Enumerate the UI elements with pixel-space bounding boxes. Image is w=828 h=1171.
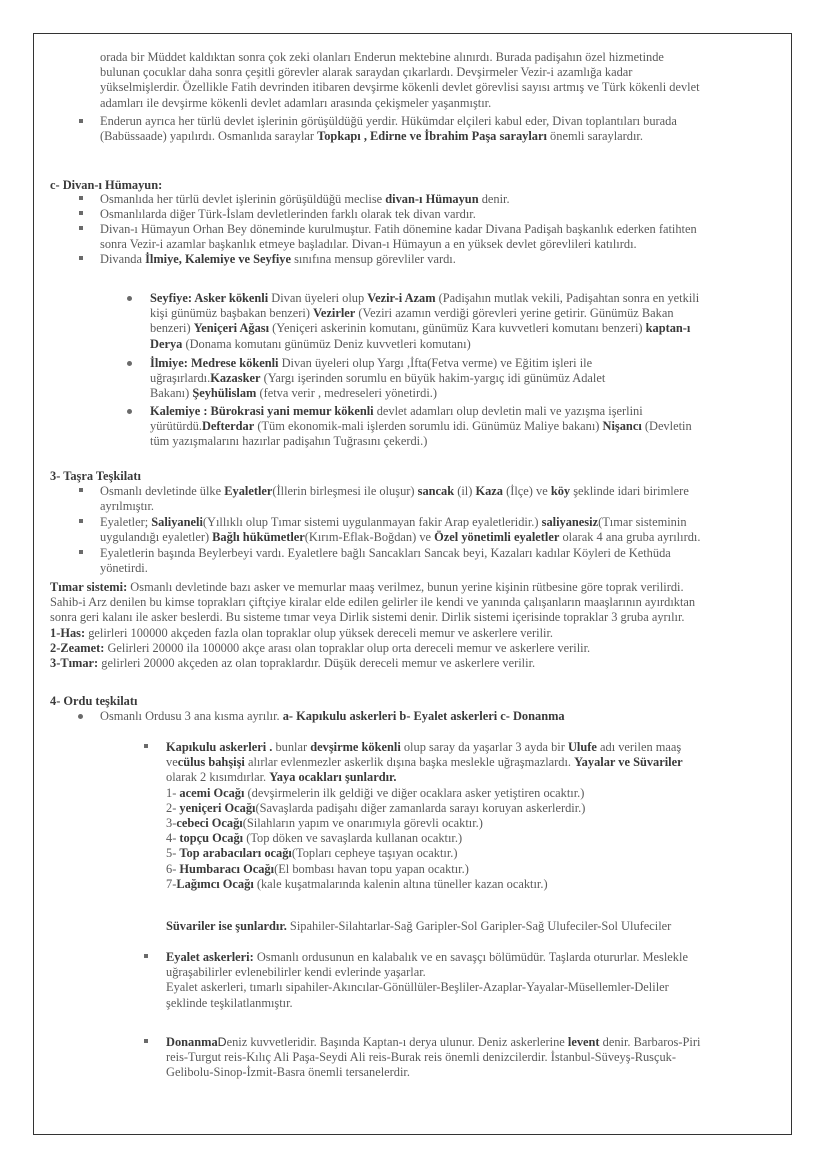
text-line: şeklinde teşkilatlanmıştır. (166, 995, 293, 1010)
text-line (150, 356, 605, 371)
tasra-bullet-2 (100, 515, 700, 545)
bold-text: 2-Zeamet: (50, 640, 105, 655)
text: 4- (166, 831, 180, 846)
text: (Savaşlarda padişahı diğer zamanlarda sarayı koruyan askerlerdir.) (255, 800, 586, 815)
bold-text: Eyalet askerleri: (166, 950, 254, 964)
text: olarak 2 kısımdırlar. (166, 770, 270, 785)
bold-text: levent (567, 1035, 600, 1049)
section-heading-divan: c- Divan-ı Hümayun: (50, 178, 163, 192)
round-bullet-icon (127, 361, 132, 366)
text: Sipahiler-Silahtarlar-Sağ Garipler-Sol Garipler-Sağ Ulufeciler-Sol Ulufeciler (286, 919, 672, 933)
ocak-item (166, 862, 683, 877)
bold-text: 1-Has: (50, 625, 86, 640)
text: Osmanlı devletinde bazı asker ve memurlar maaş verilmez, bunun yerine kişinin rütbesine göre toprak verilirdi. (127, 580, 684, 594)
kalemiye-item (150, 404, 692, 450)
text: denir. Barbaros-Piri (599, 1035, 701, 1049)
text-line (150, 306, 699, 321)
text-line (150, 419, 692, 434)
text-line (100, 530, 700, 545)
text-line: Eyaletlerin başında Beylerbeyi vardı. Eyaletlere bağlı Sancakları Sancak beyi, Kazaları kadılar Köyleri de Kethüda (100, 546, 671, 560)
text: olup saray da yaşarlar 3 ayda bir (400, 740, 568, 754)
ocak-item (166, 846, 683, 861)
donanma-item (166, 1035, 700, 1081)
text: Osmanlıda her türlü devlet işlerinin görüşüldüğü meclise (100, 192, 386, 206)
text: 3- (166, 816, 177, 831)
ocak-item (166, 786, 683, 801)
text-line (150, 371, 605, 386)
text: (Donama komutanı günümüz Deniz kuvvetleri komutanı) (182, 336, 471, 351)
square-bullet-icon (144, 1039, 148, 1043)
tasra-bullet-1 (100, 484, 689, 514)
text-line: adamları ile devşirme kökenli devlet adamları arasında çekişmeler yaşanmıştır. (100, 95, 492, 110)
tasra-bullet-3 (100, 546, 671, 576)
text: (kale kuşatmalarında kalenin altına tüneller kazan ocaktır.) (253, 876, 548, 891)
text-line (166, 740, 683, 755)
text: gelirleri 20000 akçeden az olan topraklardır. Düşük dereceli memur ve askerlere verilir. (98, 656, 536, 671)
text-line: sonra Vezir-i azamlar başkanlık etmeye başladılar. Divan-ı Hümayun a en yüksek devlet görevlileri katılırdı. (100, 237, 637, 252)
bold-text: cülus bahşişi (177, 755, 245, 770)
ilmiye-item (150, 356, 605, 402)
text: (İllerin birleşmesi ile oluşur) (272, 484, 418, 498)
bold-text: Nişancı (602, 419, 642, 434)
bold-text: Top arabacıları ocağı (179, 846, 292, 861)
text: 2- (166, 800, 180, 815)
text-line: reis-Turgut reis-Kılıç Ali Paşa-Seydi Ali reis-Burak reis önemli denizcilerdir. İstanbul-Süveyş-Rusçuk- (166, 1050, 676, 1065)
bold-text: Eyaletler (224, 484, 273, 498)
text: Divanda (100, 252, 146, 266)
timar-paragraph (50, 580, 695, 671)
text: Divan üyeleri olup (268, 291, 368, 305)
text: (Yargı işerinden sorumlu en büyük hakim-yargıç idi günümüz Adalet (260, 371, 606, 386)
timar-group-zeamet (50, 641, 695, 656)
timar-group-timar (50, 656, 695, 671)
bold-text: Kapıkulu askerleri . (166, 740, 273, 754)
section-heading-ordu: 4- Ordu teşkilatı (50, 694, 138, 708)
text-line: Sahib-i Arz denilen bu kimse toprakları çiftçiye kiralar elde edilen gelirler ile kendi ve yanında çalışanların maaşlarının ayırdıktan (50, 595, 696, 610)
bold-text: Yayalar ve Süvariler (574, 755, 683, 770)
bold-text: Vezirler (313, 306, 356, 321)
text-line (166, 1035, 700, 1050)
bold-text: Kazasker (210, 371, 261, 386)
bold-text: Kalemiye : Bürokrasi yani memur kökenli (150, 404, 374, 418)
ocak-item (166, 816, 683, 831)
text-line (150, 404, 692, 419)
bold-text: Yaya ocakları şunlardır. (269, 770, 397, 785)
divan-bullet-4 (100, 252, 456, 267)
text: eniz kuvvetleridir. Başında Kaptan-ı derya ulunur. Deniz askerlerine (226, 1035, 568, 1049)
round-bullet-icon (127, 296, 132, 301)
text-line (166, 950, 688, 965)
text: (Devletin (641, 419, 692, 434)
text: Osmanlı ordusunun en kalabalık ve en savaşçı bölümüdür. Taşlarda otururlar. Meslekle (253, 950, 688, 964)
divan-bullet-1 (100, 192, 510, 207)
text-line (100, 484, 689, 499)
text: (il) (454, 484, 476, 498)
text-line: yükselmişlerdir. Özellikle Fatih devrinden itibaren devşirme kökenli devlet görevlisi sayısı artmış ve Türk kökenli devlet (100, 80, 700, 95)
ordu-intro (100, 709, 565, 724)
suvariler-line (166, 919, 671, 934)
round-bullet-icon (78, 714, 83, 719)
bold-text: Ulufe (567, 740, 597, 754)
text-line: Enderun ayrıca her türlü devlet işlerinin görüşüldüğü yerdir. Hükümdar elçileri kabul eder, Divan toplantıları burada (100, 114, 677, 128)
round-bullet-icon (127, 409, 132, 414)
seyfiye-item (150, 291, 699, 352)
bold-text: Donanma (166, 1035, 218, 1049)
text-line: yönetirdi. (100, 561, 148, 576)
text: bunlar (272, 740, 311, 754)
text-line (150, 321, 699, 336)
text: sınıfına mensup görevliler vardı. (290, 252, 456, 266)
text: (Topları cepheye taşıyan ocaktır.) (291, 846, 458, 861)
divan-bullet-3 (100, 222, 697, 252)
bold-text: Topkapı , Edirne ve İbrahim Paşa sarayları (317, 129, 547, 144)
square-bullet-icon (144, 744, 148, 748)
text: önemli saraylardır. (546, 129, 643, 144)
text: şeklinde idari birimlere (570, 484, 689, 498)
text: kişi günümüz başbakan benzeri) (150, 306, 314, 321)
text: Osmanlı Ordusu 3 ana kısma ayrılır. (100, 709, 283, 723)
bold-text: acemi Ocağı (179, 785, 245, 800)
text: devlet adamları olup devletin mali ve yazışma işerlini (373, 404, 643, 418)
text: (Silahların yapım ve onarımıyla görevli ocaktır.) (242, 816, 483, 831)
text-line: ayrılmıştır. (100, 499, 155, 514)
bold-text: Kaza (475, 484, 503, 498)
text: (Top döken ve savaşlarda kullanan ocaktır.) (243, 831, 463, 846)
bold-text: Seyfiye: Asker kökenli (150, 291, 269, 305)
eyalet-askerleri-item (166, 950, 688, 1011)
section-heading-tasra: 3- Taşra Teşkilatı (50, 469, 141, 483)
square-bullet-icon (79, 519, 83, 523)
bold-text: İlmiye: Medrese kökenli (150, 356, 279, 370)
bold-text: Defterdar (201, 419, 255, 434)
ocak-item (166, 877, 683, 892)
text: Divan üyeleri olup Yargı ,İfta(Fetva verme) ve Eğitim işleri ile (278, 356, 593, 370)
bold-text: saliyanesiz (541, 515, 599, 529)
bold-text: Bağlı hükümetler (212, 530, 305, 545)
bold-text: Özel yönetimli eyaletler (434, 530, 560, 545)
bold-text: Tımar sistemi: (50, 580, 128, 594)
bold-text: 3-Tımar: (50, 656, 99, 671)
bold-text: cebeci Ocağı (176, 816, 243, 831)
text: (El bombası havan topu yapan ocaktır.) (274, 861, 469, 876)
enderun-paragraph (100, 50, 700, 111)
square-bullet-icon (144, 954, 148, 958)
text-line: orada bir Müddet kaldıktan sonra çok zeki olanları Enderun mektebine alınırdı. Burada padişahın özel hizmetinde (100, 50, 664, 64)
square-bullet-icon (79, 119, 83, 123)
text: olarak 4 ana gruba ayrılırdı. (559, 530, 701, 545)
bold-text: kaptan-ı (645, 321, 691, 336)
bold-text: divan-ı Hümayun (385, 192, 479, 206)
bold-text: Lağımcı Ocağı (176, 876, 254, 891)
text-line: Divan-ı Hümayun Orhan Bey döneminde kurulmuştur. Fatih dönemine kadar Divana Padişah başkanlık ederken fatihten (100, 222, 697, 236)
bold-text: sancak (417, 484, 455, 498)
text: Gelirleri 20000 ila 100000 akçe arası olan topraklar olup orta dereceli memur ve askerlere verilir. (104, 640, 591, 655)
text: Osmanlı devletinde ülke (100, 484, 225, 498)
bold-text: Yeniçeri Ağası (193, 321, 270, 336)
text: (Yıllıklı olup Tımar sistemi uygulanmayan fakir Arap eyaletleridir.) (202, 515, 542, 529)
text-line: sonra geri kalanı ile asker beslerdi. Bu sisteme tımar veya Dirlik sistemi denir. Dirlik sistemi içerisinde topraklar 3 gruba ayrılır. (50, 610, 685, 625)
text: denir. (478, 192, 510, 206)
divan-bullet-2: Osmanlılarda diğer Türk-İslam devletlerinden farklı olarak tek divan vardır. (100, 207, 476, 221)
bold-text: Humbaracı Ocağı (179, 861, 275, 876)
text: Eyaletler; (100, 515, 152, 529)
bold-text: Derya (150, 336, 183, 351)
text: (fetva verir , medreseleri yönetirdi.) (256, 386, 437, 401)
bold-text: a- Kapıkulu askerleri b- Eyalet askerleri c- Donanma (282, 709, 565, 723)
timar-group-has (50, 626, 695, 641)
text: ve (166, 755, 178, 770)
text: benzeri) (150, 321, 194, 336)
text: (Yeniçeri askerinin komutanı, günümüz Kara kuvvetleri komutanı benzeri) (269, 321, 646, 336)
text: uğraşırlardı. (150, 371, 211, 386)
text: 6- (166, 861, 180, 876)
text: D (217, 1035, 227, 1049)
text-line: uğraşabilirler evlenebilirler kendi evlerinde yaşarlar. (166, 965, 426, 980)
ocak-item (166, 831, 683, 846)
square-bullet-icon (79, 226, 83, 230)
text-line (150, 386, 605, 401)
square-bullet-icon (79, 550, 83, 554)
text: (Veziri azamın verdiği görevleri yerine getirir. Günümüz Bakan (355, 306, 674, 321)
text-line (50, 580, 695, 595)
text: 1- (166, 785, 180, 800)
bold-text: topçu Ocağı (179, 831, 244, 846)
bold-text: Vezir-i Azam (367, 291, 436, 305)
kapikulu-item (166, 740, 683, 892)
square-bullet-icon (79, 256, 83, 260)
text: adı verilen maaş (596, 740, 682, 754)
text-line (100, 129, 677, 144)
bold-text: Saliyaneli (151, 515, 203, 529)
text-line (166, 755, 683, 770)
text-line: Eyalet askerleri, tımarlı sipahiler-Akıncılar-Gönüllüler-Beşliler-Azaplar-Yayalar-Müsellemler-Deliler (166, 980, 669, 995)
text: (İlçe) ve (503, 484, 551, 498)
text: (Tüm ekonomik-mali işlerden sorumlu idi. Günümüz Maliye bakanı) (254, 419, 603, 434)
square-bullet-icon (79, 211, 83, 215)
text-line (100, 515, 700, 530)
text: 5- (166, 846, 180, 861)
text: (Padişahın mutlak vekili, Padişahtan sonra en yetkili (435, 291, 700, 305)
square-bullet-icon (79, 196, 83, 200)
ocak-item (166, 801, 683, 816)
text: uygulandığı eyaletler) (100, 530, 213, 545)
bold-text: devşirme kökenli (310, 740, 401, 754)
text: (Kırım-Eflak-Boğdan) ve (304, 530, 435, 545)
text: (Babüssaade) yapılırdı. Osmanlıda saraylar (100, 129, 318, 144)
text: yürütürdü. (150, 419, 202, 434)
text: 7- (166, 876, 177, 891)
text: alırlar evlenmezler askerlik dışına başka meslekle uğraşmazlardı. (244, 755, 575, 770)
bold-text: Süvariler ise şunlardır. (166, 919, 287, 933)
text-line (166, 770, 683, 785)
text: (Tımar sisteminin (598, 515, 687, 529)
text-line: tüm yazışmalarını hazırlar padişahın Tuğrasını çekerdi.) (150, 434, 428, 449)
bold-text: Şeyhülislam (192, 386, 257, 401)
enderun-bullet (100, 114, 677, 144)
text-line (150, 291, 699, 306)
bold-text: köy (550, 484, 571, 498)
text-line: bulunan çocuklar daha sonra çeşitli görevler alarak saraydan çıkarlardı. Devşirmeler Vezir-i azamlığa kadar (100, 65, 633, 80)
text-line (150, 337, 699, 352)
text: Bakanı) (150, 386, 193, 401)
text-line: Gelibolu-Sinop-İzmit-Basra önemli tersanelerdir. (166, 1065, 410, 1080)
text: gelirleri 100000 akçeden fazla olan topraklar olup yüksek dereceli memur ve askerlere verilir. (85, 625, 554, 640)
bold-text: İlmiye, Kalemiye ve Seyfiye (145, 252, 291, 266)
text: (devşirmelerin ilk geldiği ve diğer ocaklara asker yetiştiren ocaktır.) (244, 785, 585, 800)
square-bullet-icon (79, 488, 83, 492)
bold-text: yeniçeri Ocağı (179, 800, 256, 815)
